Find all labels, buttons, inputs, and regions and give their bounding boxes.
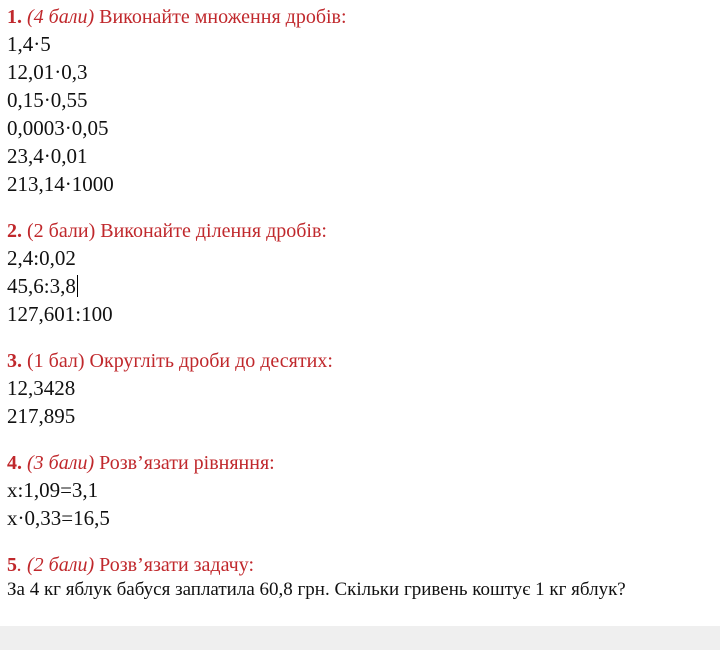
task-4-item: x:1,09=3,1 xyxy=(7,478,99,502)
task-4-title: Розв’язати рівняння: xyxy=(94,452,275,474)
task-2-item: 127,601:100 xyxy=(7,302,113,326)
task-5-title: Розв’язати задачу: xyxy=(94,554,255,576)
task-5-number: 5 xyxy=(7,554,17,576)
task-1-item: 213,14·1000 xyxy=(7,172,114,196)
task-2-item: 2,4:0,02 xyxy=(7,246,76,270)
task-4-item: x·0,33=16,5 xyxy=(7,506,110,530)
task-2-heading xyxy=(7,218,717,244)
task-3-heading xyxy=(7,348,717,374)
task-1-item: 0,15·0,55 xyxy=(7,88,88,112)
task-5-points: . (2 бали) xyxy=(17,554,95,576)
task-4-points: (3 бали) xyxy=(27,452,95,474)
task-4-number: 4. xyxy=(7,452,22,474)
task-1-title: Виконайте множення дробів: xyxy=(94,6,347,28)
task-2-number: 2. xyxy=(7,220,22,242)
task-1-number: 1. xyxy=(7,6,22,28)
text-caret xyxy=(77,275,78,297)
task-1-item: 0,0003·0,05 xyxy=(7,116,109,140)
task-2-item: 45,6:3,8 xyxy=(7,274,76,298)
document-body xyxy=(7,4,717,602)
spacer xyxy=(7,532,717,552)
task-5-problem: За 4 кг яблук бабуся заплатила 60,8 грн. Скільки гривень коштує 1 кг яблук? xyxy=(7,579,626,600)
task-2-item-with-caret[interactable] xyxy=(7,272,717,300)
task-5-heading xyxy=(7,552,717,578)
bottom-bar xyxy=(0,626,720,650)
task-3-points: (1 бал) xyxy=(27,350,85,372)
spacer xyxy=(7,198,717,218)
task-2-title: Виконайте ділення дробів: xyxy=(95,220,327,242)
task-1-points: (4 бали) xyxy=(27,6,95,28)
task-1-item: 1,4·5 xyxy=(7,32,51,56)
task-1-heading xyxy=(7,4,717,30)
task-1-item: 12,01·0,3 xyxy=(7,60,88,84)
task-4-heading xyxy=(7,450,717,476)
task-3-title: Округліть дроби до десятих: xyxy=(84,350,333,372)
task-1-item: 23,4·0,01 xyxy=(7,144,88,168)
spacer xyxy=(7,430,717,450)
task-3-item: 217,895 xyxy=(7,404,76,428)
spacer xyxy=(7,328,717,348)
task-3-item: 12,3428 xyxy=(7,376,76,400)
task-2-points: (2 бали) xyxy=(27,220,96,242)
task-3-number: 3. xyxy=(7,350,22,372)
